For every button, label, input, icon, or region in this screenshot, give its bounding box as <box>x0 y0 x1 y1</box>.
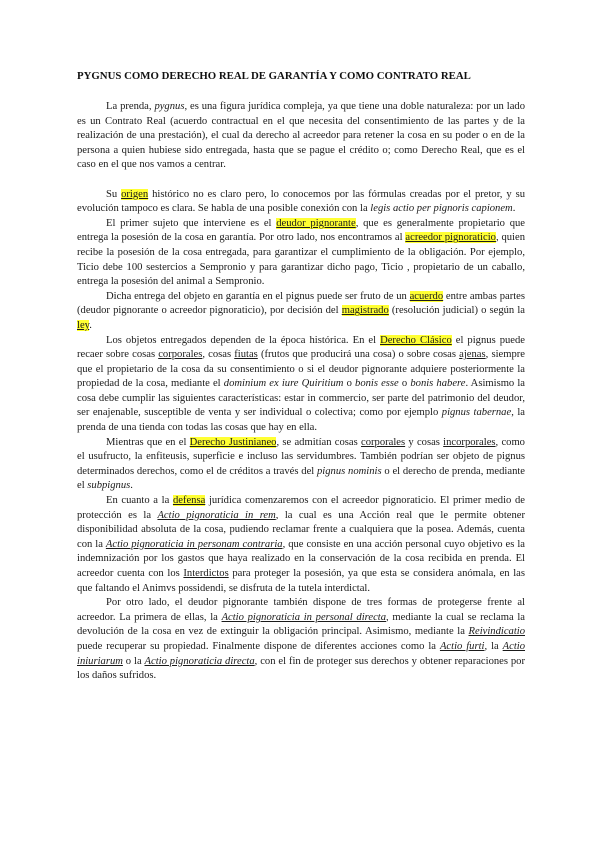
term-actio-personal-directa: Actio pignoraticia in personal directa <box>221 611 387 623</box>
text: , la <box>484 640 503 652</box>
text: , que consiste en una acción personal cuyo objetivo es la indemnización por los gastos que haya realizado en la conservación de la cosa recibida en prenda. El acreedor cuenta con los <box>77 538 525 579</box>
text: , como el usufructo, la enfiteusis, superficie e incluso las servidumbres. También podrían ser objeto de pignus determinados derechos, como el de créditos a través del <box>77 436 525 477</box>
text: . Asimismo la cosa debe cumplir las siguientes características: estar in commercio, ser parte del patrimonio del deudor, ser enajenable, susceptible de venta y ser individual o colectiva; como por ejemplo <box>77 378 526 419</box>
text: o la <box>122 655 145 667</box>
highlight-defensa: defensa <box>172 495 206 507</box>
term-actio-furti: Actio furti <box>439 640 485 652</box>
paragraph-4 <box>77 290 525 334</box>
paragraph-5 <box>77 334 525 436</box>
text: . <box>130 480 133 492</box>
text: , la cual es una Acción real que le permite obtener disponibilidad absoluta de la cosa, pudiendo reclamar frente a cualquiera que la posea. Además, cuenta con la <box>77 509 525 550</box>
text: jurídica comenzaremos con el acreedor pignoraticio. El primer medio de protección es la <box>77 495 525 521</box>
underline-fiutas: fiutas <box>234 349 258 361</box>
paragraph-6 <box>77 436 525 494</box>
highlight-derecho-clasico: Derecho Clásico <box>380 334 452 346</box>
document-body <box>77 100 525 684</box>
text: , con el fin de proteger sus derechos y obtener reparaciones por los daños sufridos. <box>77 655 525 682</box>
text: , mediante la cual se reclama la devolución de la cosa en vez de extinguir la obligación principal. Asimismo, mediante la <box>77 611 526 638</box>
highlight-origen: origen <box>121 188 149 200</box>
term-pygnus: pygnus <box>154 101 185 112</box>
term-actio-pignoraticia-directa: Actio pignoraticia directa <box>144 655 255 667</box>
text: (frutos que producirá una cosa) o sobre cosas <box>257 349 460 361</box>
highlight-acreedor-pignoraticio: acreedor pignoraticio <box>405 232 496 244</box>
text: Su <box>106 188 122 200</box>
term-actio-pignoraticia-contraria: Actio pignoraticia in personam contraria <box>105 538 283 550</box>
underline-corporales-2: corporales <box>361 436 406 448</box>
document-title: PYGNUS COMO DERECHO REAL DE GARANTÍA Y COMO CONTRATO REAL <box>77 70 471 82</box>
text: histórico no es claro pero, lo conocemos por las fórmulas creadas por el pretor, y su evolución tampoco es clara. Se habla de una posible conexión con la <box>77 188 525 215</box>
term-actio-iniuriarum: Actio iniuriarum <box>77 640 526 667</box>
underline-corporales: corporales <box>158 349 203 361</box>
paragraph-1 <box>77 100 525 173</box>
text: para proteger la posesión, ya que esta se considera anómala, en las que faltando el Animvs possidendi, se disfruta de la tutela interdictal. <box>77 568 526 594</box>
text: El primer sujeto que interviene es el <box>106 217 277 229</box>
underline-incorporales: incorporales <box>443 436 496 448</box>
highlight-deudor-pignorante: deudor pignorante <box>276 217 356 229</box>
text: y cosas <box>405 436 444 448</box>
highlight-derecho-justinianeo: Derecho Justinianeo <box>189 436 277 448</box>
paragraph-3 <box>77 217 525 290</box>
text: , siempre que el propietario de la cosa da su consentimiento o si el deudor pignorante adquiere posteriormente la propiedad de la cosa, mediante el <box>77 349 525 390</box>
text: o <box>343 378 356 390</box>
text: La prenda, <box>106 101 155 112</box>
text: el pignus puede recaer sobre cosas <box>77 334 526 361</box>
term-actio-pignoraticia-in-rem: Actio pignoraticia in rem <box>157 509 276 521</box>
text: Los objetos entregados dependen de la época histórica. En el <box>106 334 381 346</box>
text: En cuanto a la <box>106 495 173 507</box>
text: (resolución judicial) o según la <box>388 305 525 317</box>
text: , la prenda de una tienda con todas las cosas que hay en ella. <box>77 407 525 434</box>
text: o el derecho de prenda, mediante el <box>77 465 526 492</box>
paragraph-2 <box>77 188 525 217</box>
text: , es una figura jurídica compleja, ya que tiene una doble naturaleza: por un lado es un Contrato Real (acuerdo contractual en el que necesita del consentimiento de las partes y de la realización de una prestación), el cual da derecho al acreedor para retener la cosa en su poder o en de la persona a quien hubiese sido entregada, hasta que se pague el crédito o; como Derecho Real, que es el caso en el que nos vamos a centrar. <box>77 101 525 171</box>
term-bonis-habere: bonis habere <box>410 378 466 390</box>
text: . <box>89 319 92 331</box>
term-pignus-tabernae: pignus tabernae <box>441 407 512 419</box>
paragraph-8 <box>77 596 525 684</box>
highlight-acuerdo: acuerdo <box>409 290 444 302</box>
text: Dicha entrega del objeto en garantía en el pignus puede ser fruto de un <box>106 290 410 302</box>
term-dominium: dominium ex iure Quiritium <box>223 378 344 390</box>
text: . <box>512 203 516 215</box>
term-pignus-nominis: pignus nominis <box>317 465 382 477</box>
text: entre ambas partes (deudor pignorante o acreedor pignoraticio), por decisión del <box>77 290 525 317</box>
text: , que es generalmente propietario que entrega la posesión de la cosa en garantía. Por otro lado, nos encontramos al <box>77 217 526 244</box>
text: Mientras que en el <box>106 436 190 448</box>
term-bonis-esse: bonis esse <box>355 378 399 390</box>
text: puede recuperar su propiedad. Finalmente dispone de diferentes acciones como la <box>77 640 440 652</box>
text: o <box>398 378 411 390</box>
text: Por otro lado, el deudor pignorante también dispone de tres formas de protegerse frente al acreedor. La primera de ellas, la <box>77 597 525 623</box>
paragraph-7 <box>77 494 525 596</box>
underline-ajenas: ajenas <box>459 349 486 361</box>
highlight-magistrado: magistrado <box>341 305 389 317</box>
term-legis-actio: legis actio per pignoris capionem <box>370 203 513 215</box>
term-reivindicatio: Reivindicatio <box>468 626 525 638</box>
highlight-ley: ley <box>77 319 90 331</box>
text: , cosas <box>202 349 235 361</box>
underline-interdictos: Interdictos <box>183 568 229 579</box>
term-subpignus: subpignus <box>87 480 131 492</box>
text: , quien recibe la posesión de la cosa entregada, para garantizar el cumplimiento de la obligación. Por ejemplo, Ticio debe 100 sestercios a Sempronio y para garantizar dicho pago, Ticio , propietario de un caballo, entrega la posesión del animal a Sempronio. <box>77 232 525 288</box>
text: , se admitían cosas <box>276 436 362 448</box>
